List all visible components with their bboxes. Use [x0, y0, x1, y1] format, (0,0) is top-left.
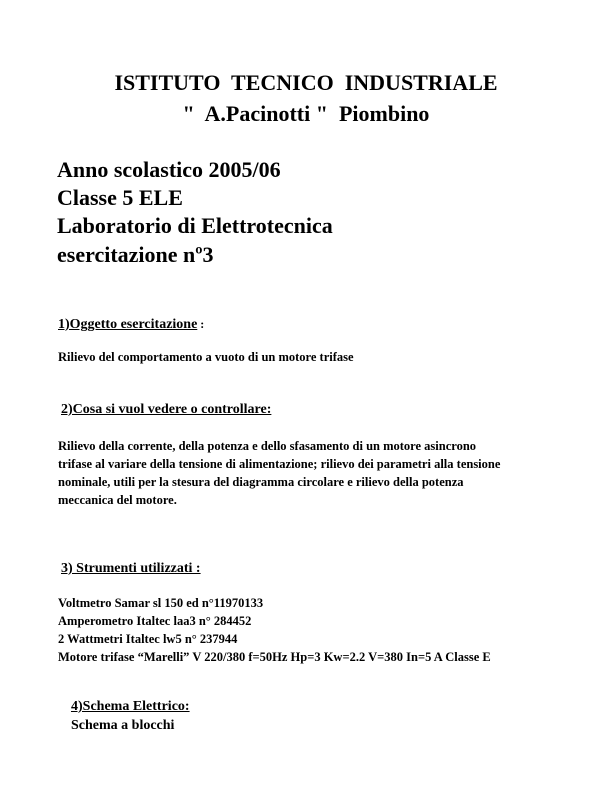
school-year: Anno scolastico 2005/06	[57, 157, 281, 182]
section4-heading	[71, 699, 190, 715]
school-location: " A.Pacinotti " Piombino	[182, 101, 430, 126]
section2-line: Rilievo della corrente, della potenza e dello sfasamento di un motore asincrono	[58, 439, 477, 453]
section1-heading	[58, 317, 204, 333]
list-item: Voltmetro Samar sl 150 ed n°11970133	[58, 596, 264, 610]
section1-title: 1)Oggetto esercitazione	[58, 317, 198, 332]
section3-title: 3) Strumenti utilizzati :	[61, 561, 201, 576]
school-name: ISTITUTO TECNICO INDUSTRIALE	[114, 70, 498, 95]
lab-label: Laboratorio di Elettrotecnica	[57, 213, 333, 238]
section2-line: trifase al variare della tensione di alimentazione; rilievo dei parametri alla tensione	[58, 457, 501, 471]
list-item: 2 Wattmetri Italtec lw5 n° 237944	[58, 632, 238, 646]
section1-text: Rilievo del comportamento a vuoto di un motore trifase	[58, 350, 354, 364]
exercise-number: esercitazione nº3	[57, 242, 214, 267]
list-item: Motore trifase “Marelli” V 220/380 f=50Hz Hp=3 Kw=2.2 V=380 In=5 A Classe E	[58, 650, 491, 664]
class-label: Classe 5 ELE	[57, 185, 183, 210]
section4-subtitle: Schema a blocchi	[71, 718, 175, 733]
section2-title: 2)Cosa si vuol vedere o controllare:	[61, 402, 272, 417]
section1-colon: :	[197, 317, 205, 331]
section2-line: nominale, utili per la stesura del diagramma circolare e rilievo della potenza	[58, 475, 464, 489]
instrument-list	[58, 594, 491, 666]
section2-paragraph	[58, 437, 500, 509]
section3-heading	[61, 561, 201, 577]
section2-heading	[61, 402, 271, 418]
section2-line: meccanica del motore.	[58, 493, 177, 507]
section4-title: 4)Schema Elettrico:	[71, 699, 190, 714]
list-item: Amperometro Italtec laa3 n° 284452	[58, 614, 252, 628]
